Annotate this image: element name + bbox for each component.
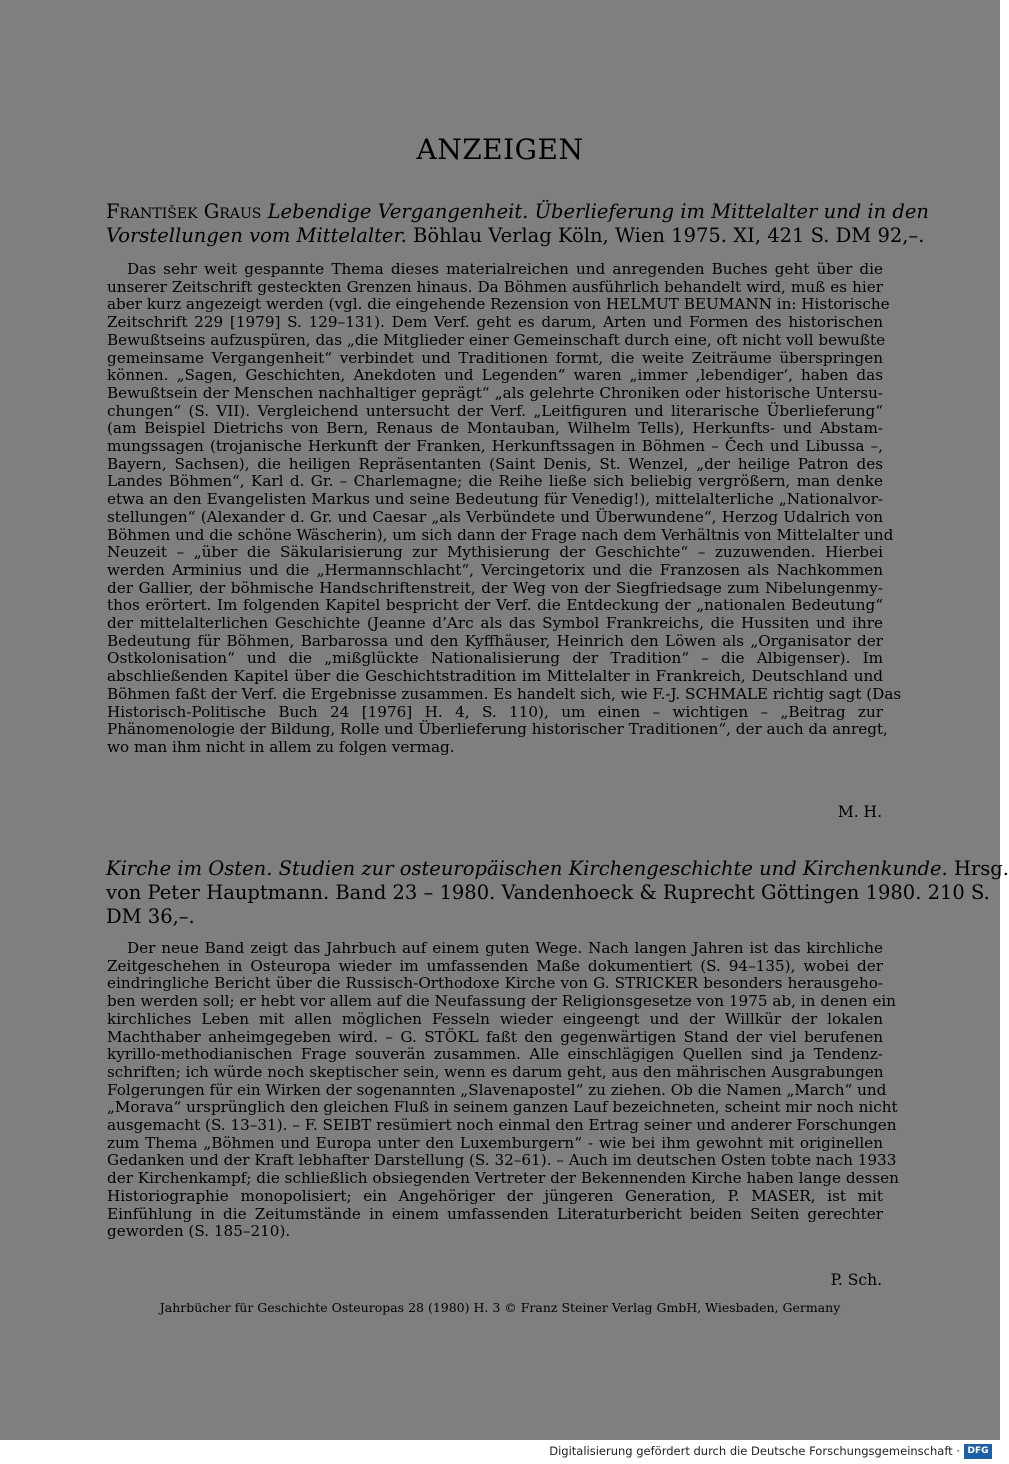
body-line: Der neue Band zeigt das Jahrbuch auf einem guten Wege. Nach langen Jahren ist das kirchliche	[127, 939, 883, 957]
review1-title-part1: Lebendige Vergangenheit. Überlieferung im Mittelalter und in den	[267, 200, 929, 223]
body-line: Zeitgeschehen in Osteuropa wieder im umfassenden Maße dokumentiert (S. 94–135), wobei der	[107, 956, 883, 975]
body-line: der Gallier, der böhmische Handschriftenstreit, der Weg von der Siegfriedsage zum Nibelungenmy-	[107, 578, 883, 597]
journal-footer: Jahrbücher für Geschichte Osteuropas 28 (1980) H. 3 © Franz Steiner Verlag GmbH, Wiesbaden, Germany	[159, 1300, 841, 1315]
body-line: chungen“ (S. VII). Vergleichend untersucht der Verf. „Leitfiguren und literarische Überlieferung“	[107, 401, 883, 420]
body-line: thos erörtert. Im folgenden Kapitel bespricht der Verf. die Entdeckung der „nationalen Bedeutung“	[107, 596, 883, 615]
body-line: stellungen“ (Alexander d. Gr. und Caesar „als Verbündete und Überwundene“, Herzog Udalrich von	[107, 507, 883, 526]
review2-title: Kirche im Osten. Studien zur osteuropäischen Kirchengeschichte und Kirchenkunde.	[106, 857, 948, 880]
body-line: zum Thema „Böhmen und Europa unter den Luxemburgern“ - wie bei ihm gewohnt mit originellen	[107, 1133, 883, 1152]
body-line: Böhmen und die schöne Wäscherin), um sich dann der Frage nach dem Verhältnis von Mittelalter und	[107, 525, 894, 544]
review2-heading	[106, 857, 1009, 929]
body-line: werden Arminius und die „Hermannschlacht“, Vercingetorix und die Franzosen als Nachkommen	[107, 560, 883, 579]
review2-heading-line3: DM 36,–.	[106, 905, 195, 928]
body-line: Phänomenologie der Bildung, Rolle und Überlieferung historischer Traditionen“, der auch da anregt,	[107, 720, 888, 739]
body-line: können. „Sagen, Geschichten, Anekdoten und Legenden“ waren „immer ‚lebendiger‘, haben das	[107, 366, 883, 385]
review1-publication: Böhlau Verlag Köln, Wien 1975. XI, 421 S. DM 92,–.	[406, 224, 925, 247]
body-line: Bewußtsein der Menschen nachhaltiger geprägt“ „als gelehrte Chroniken oder historische Untersu-	[107, 383, 883, 402]
body-line: geworden (S. 185–210).	[107, 1222, 291, 1241]
body-line: Machthaber anheimgegeben wird. – G. STÖKL faßt den gegenwärtigen Stand der viel berufenen	[107, 1027, 883, 1046]
body-line: gemeinsame Vergangenheit“ verbindet und Traditionen formt, die weite Zeiträume überspringen	[107, 348, 883, 367]
body-line: kirchliches Leben mit allen möglichen Fesseln wieder eingeengt und der Willkür der lokalen	[107, 1009, 883, 1028]
body-line: der Kirchenkampf; die schließlich obsiegenden Vertreter der Bekennenden Kirche haben lange dessen	[107, 1169, 899, 1188]
body-line: kyrillo-methodianischen Frage souverän zusammen. Alle einschlägigen Quellen sind ja Tendenz-	[107, 1045, 883, 1064]
review1-initials: M. H.	[837, 803, 882, 821]
body-line: Zeitschrift 229 [1979] S. 129–131). Dem Verf. geht es darum, Arten und Formen des historischen	[107, 313, 883, 332]
review2-initials: P. Sch.	[830, 1271, 882, 1289]
review1-heading-line1	[106, 200, 929, 224]
body-line: Böhmen faßt der Verf. die Ergebnisse zusammen. Es handelt sich, wie F.-J. SCHMALE richtig sagt (Das	[107, 684, 902, 703]
body-line: Das sehr weit gespannte Thema dieses materialreichen und anregenden Buches geht über die	[127, 260, 883, 278]
body-line: etwa an den Evangelisten Markus und seine Bedeutung für Venedig!), mittelalterliche „Nationalvor-	[107, 490, 883, 509]
review2-heading-line2: von Peter Hauptmann. Band 23 – 1980. Vandenhoeck & Ruprecht Göttingen 1980. 210 S.	[106, 881, 990, 904]
body-line: Historiographie monopolisiert; ein Angehöriger der jüngeren Generation, P. MASER, ist mit	[107, 1186, 883, 1205]
body-line: Bedeutung für Böhmen, Barbarossa und den Kyffhäuser, Heinrich den Löwen als „Organisator der	[107, 631, 883, 650]
body-line: Bayern, Sachsen), die heiligen Repräsentanten (Saint Denis, St. Wenzel, „der heilige Patron des	[107, 454, 883, 473]
body-line: ben werden soll; er hebt vor allem auf die Neufassung der Religionsgesetze von 1975 ab, in denen ein	[107, 992, 896, 1011]
review2-body	[107, 939, 899, 1241]
body-line: schriften; ich würde noch skeptischer sein, wenn es darum geht, aus den mährischen Ausgrabungen	[107, 1062, 884, 1081]
digitization-bar	[0, 1440, 1000, 1464]
body-line: mungssagen (trojanische Herkunft der Franken, Herkunftssagen in Böhmen – Čech und Libussa –,	[107, 437, 883, 456]
review1-heading-line2	[106, 224, 925, 248]
dfg-logo: DFG	[964, 1444, 992, 1459]
body-line: Neuzeit – „über die Säkularisierung zur Mythisierung der Geschichte“ – zuzuwenden. Hierbei	[107, 543, 883, 562]
body-line: Historisch-Politische Buch 24 [1976] H. 4, S. 110), um einen – wichtigen – „Beitrag zur	[107, 702, 883, 721]
body-line: aber kurz angezeigt werden (vgl. die eingehende Rezension von HELMUT BEUMANN in: Historische	[107, 295, 890, 314]
body-line: „Morava“ ursprünglich den gleichen Fluß in seinem ganzen Lauf bezeichneten, scheint mir noch nicht	[107, 1098, 898, 1117]
digitization-credit: Digitalisierung gefördert durch die Deutsche Forschungsgemeinschaft ·	[549, 1444, 960, 1458]
body-line: wo man ihm nicht in allem zu folgen vermag.	[107, 737, 455, 756]
review1-author: František Graus	[106, 200, 262, 223]
review1-title-part2: Vorstellungen vom Mittelalter.	[106, 224, 407, 247]
body-line: Ostkolonisation“ und die „mißglückte Nationalisierung der Tradition“ – die Albigenser). Im	[107, 649, 883, 668]
review1-heading	[106, 200, 929, 248]
body-line: Einfühlung in die Zeitumstände in einem umfassenden Literaturbericht beiden Seiten gerechter	[107, 1204, 883, 1223]
body-line: der mittelalterlichen Geschichte (Jeanne d’Arc als das Symbol Frankreichs, die Hussiten und ihre	[107, 614, 883, 633]
body-line: ausgemacht (S. 13–31). – F. SEIBT resümiert noch einmal den Ertrag seiner und anderer Forschungen	[107, 1116, 897, 1135]
body-line: Landes Böhmen“, Karl d. Gr. – Charlemagne; die Reihe ließe sich beliebig vergrößern, man denke	[107, 472, 883, 491]
body-line: abschließenden Kapitel über die Geschichtstradition im Mittelalter in Frankreich, Deutschland und	[107, 667, 883, 686]
body-line: Folgerungen für ein Wirken der sogenannten „Slavenapostel“ zu ziehen. Ob die Namen „March“ und	[107, 1080, 887, 1099]
review1-body	[107, 260, 902, 757]
body-line: Bewußtseins aufzuspüren, das „die Mitglieder einer Gemeinschaft durch eine, oft nicht voll bewußte	[107, 330, 886, 349]
body-line: unserer Zeitschrift gesteckten Grenzen hinaus. Da Böhmen ausführlich behandelt wird, muß es hier	[107, 277, 883, 296]
review2-heading-rest: Hrsg.	[947, 857, 1009, 880]
body-line: eindringliche Bericht über die Russisch-Orthodoxe Kirche von G. STRICKER besonders herausgeho-	[107, 974, 883, 993]
body-line: Gedanken und der Kraft lebhafter Darstellung (S. 32–61). – Auch im deutschen Osten tobte nach 1933	[107, 1151, 897, 1170]
review2-heading-line1	[106, 857, 1009, 881]
body-line: (am Beispiel Dietrichs von Bern, Renaus de Montauban, Wilhelm Tells), Herkunfts- und Abstam-	[107, 419, 883, 438]
page-title: ANZEIGEN	[416, 133, 584, 166]
